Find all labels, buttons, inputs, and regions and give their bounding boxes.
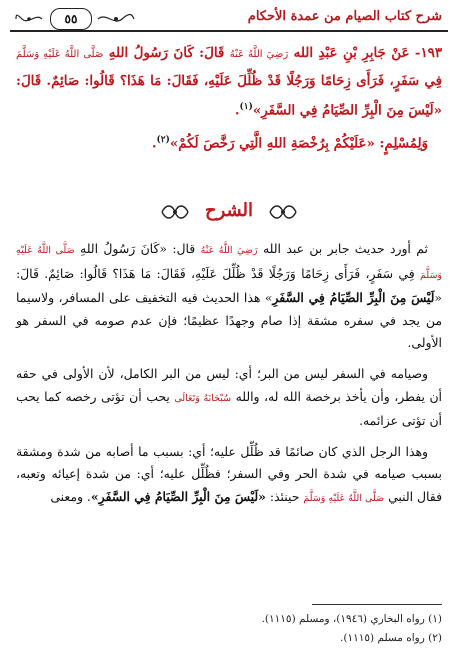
header-rule: [10, 30, 448, 32]
companion-honorific: رَضِيَ اللَّهُ عَنْهُ: [229, 49, 289, 60]
ornament-icon: [266, 202, 300, 222]
footnote-ref: (٢): [156, 135, 170, 146]
glorification: سُبْحَانَهُ وَتَعَالَى: [174, 392, 232, 404]
footnote: (٢) رواه مسلم (١١١٥).: [340, 632, 442, 644]
paragraph: وهذا الرجل الذي كان صائمًا قد ظُلِّل عليه؛ أي: بسبب ما أصابه من شدة ومشقة بسبب صيامه في شدة الحر وفي السفر؛ فظُلِّل عليه؛ أي: من شدة إعيائه وتعبه، فقال النبي صَلَّى اللَّهُ عَلَيْهِ وَسَلَّمَ حينئذ: «لَيْسَ مِنَ الْبِرِّ الصِّيَامُ فِي السَّفَرِ». ومعنى: [16, 443, 442, 504]
hadith-text: [16, 40, 442, 157]
commentary-body: [16, 238, 442, 519]
prophet-salutation: صَلَّى اللَّهُ عَلَيْهِ وَسَلَّمَ: [16, 245, 442, 281]
section-heading: [0, 198, 458, 224]
quoted-hadith: لَيْسَ مِنَ الْبِرِّ الصِّيَامُ فِي السَّفَرِ: [272, 290, 435, 306]
footnote: (١) رواه البخاري (١٩٤٦)، ومسلم (١١١٥).: [261, 613, 442, 625]
companion-honorific: رَضِيَ اللَّهُ عَنْهُ: [200, 245, 258, 256]
header-end-flourish-icon: [14, 12, 44, 26]
hadith-muslim-narration: وَلِمُسْلِمٍ: «عَلَيْكُمْ بِرُخْصَةِ اللهِ الَّتِي رَخَّصَ لَكُمْ»$^{(٢)}$.: [151, 135, 428, 152]
hadith-main: ١٩٣- عَنْ جَابِرِ بْنِ عَبْدِ الله رَضِيَ اللَّهُ عَنْهُ قَالَ: كَانَ رَسُولُ اللهِ صَلَّى اللَّهُ عَلَيْهِ وَسَلَّمَ فِي سَفَرٍ، فَرَأَى زِحَامًا وَرَجُلًا قَدْ ظُلِّلَ عَلَيْهِ، فَقَالَ: مَا هَذَا؟ قَالُوا: صَائِمٌ. قَالَ: «لَيْسَ مِنَ الْبِرِّ الصِّيَامُ فِي السَّفَرِ»$^{(١)}$.: [16, 45, 443, 119]
ornament-icon: [158, 202, 192, 222]
paragraph: ثم أورد حديث جابر بن عبد الله رَضِيَ اللَّهُ عَنْهُ قال: «كَانَ رَسُولُ اللهِ صَلَّى اللَّهُ عَلَيْهِ وَسَلَّمَ فِي سَفَرٍ، فَرَأَى زِحَامًا وَرَجُلًا قَدْ ظُلِّلَ عَلَيْهِ، فَقَالَ: مَا هَذَا؟ قَالُوا: صَائِمٌ. قَالَ: «لَيْسَ مِنَ الْبِرِّ الصِّيَامُ فِي السَّفَرِ» هذا الحديث فيه التخفيف على المسافر، ولاسيما من يجد في سفره مشقة إذا صام وجهدًا عظيمًا؛ فإن عدم صومه في السفر هو الأولى.: [16, 241, 442, 351]
quoted-hadith: «لَيْسَ مِنَ الْبِرِّ الصِّيَامُ فِي السَّفَرِ»: [90, 488, 266, 504]
paragraph: وصيامه في السفر ليس من البر؛ أي: ليس من البر الكامل، لأن الأولى في حقه أن يفطر، وأن يأخذ برخصة الله له، والله سُبْحَانَهُ وَتَعَالَى يحب أن تؤتى رخصه كما يحب أن تؤتى عزائمه.: [16, 365, 442, 429]
footnote-ref: (١): [239, 102, 253, 112]
prophet-salutation: صَلَّى اللَّهُ عَلَيْهِ وَسَلَّمَ: [16, 49, 104, 60]
header-flourish-icon: [96, 12, 136, 26]
page-header: [10, 6, 448, 32]
prophet-salutation: صَلَّى اللَّهُ عَلَيْهِ وَسَلَّمَ: [303, 492, 385, 504]
page-number-badge: [50, 8, 92, 30]
footnote-separator: [312, 604, 442, 605]
section-title: الشرح: [204, 200, 254, 221]
page-number: ٥٥: [64, 12, 78, 26]
running-title: شرح كتاب الصيام من عمدة الأحكام: [247, 9, 442, 24]
footnotes: [16, 610, 442, 648]
